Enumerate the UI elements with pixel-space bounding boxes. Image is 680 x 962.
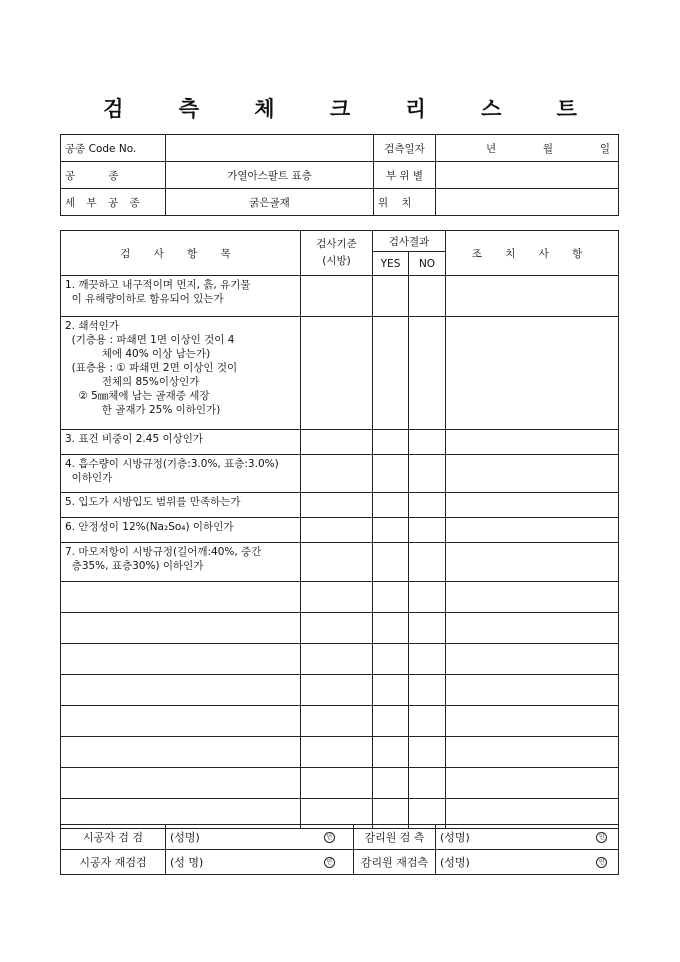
checklist-action-cell[interactable]: [446, 317, 619, 430]
info-label-part: 부 위 별: [374, 162, 436, 189]
seal-cell: [306, 850, 354, 875]
checklist-action-cell[interactable]: [446, 430, 619, 455]
checklist-row: [61, 518, 619, 543]
checklist-empty-cell[interactable]: [409, 706, 446, 737]
checklist-empty-cell[interactable]: [373, 582, 409, 613]
checklist-empty-row: [61, 768, 619, 799]
checklist-item-text: [61, 493, 301, 518]
signature-name[interactable]: (성명): [436, 850, 586, 875]
checklist-empty-cell[interactable]: [61, 706, 301, 737]
header-standard: [301, 231, 373, 276]
checklist-empty-cell[interactable]: [373, 768, 409, 799]
info-value-date[interactable]: [436, 135, 619, 162]
checklist-empty-cell[interactable]: [61, 675, 301, 706]
date-day-label: 일: [599, 142, 610, 155]
header-item: 검 사 항 목: [61, 231, 301, 276]
checklist-no-cell[interactable]: [409, 543, 446, 582]
checklist-empty-cell[interactable]: [373, 675, 409, 706]
info-value-part[interactable]: [436, 162, 619, 189]
checklist-yes-cell[interactable]: [373, 455, 409, 493]
checklist-standard-cell[interactable]: [301, 493, 373, 518]
info-value-work[interactable]: 가열아스팔트 표층: [166, 162, 374, 189]
checklist-empty-cell[interactable]: [373, 644, 409, 675]
checklist-item-text: [61, 518, 301, 543]
info-label-location: 위 치: [374, 189, 436, 216]
checklist-empty-cell[interactable]: [446, 644, 619, 675]
checklist-no-cell[interactable]: [409, 518, 446, 543]
checklist-empty-cell[interactable]: [446, 582, 619, 613]
checklist-empty-row: [61, 644, 619, 675]
checklist-action-cell[interactable]: [446, 518, 619, 543]
signature-name[interactable]: (성명): [436, 825, 586, 850]
seal-icon: 인: [596, 832, 607, 843]
seal-cell: [586, 850, 619, 875]
checklist-empty-cell[interactable]: [301, 675, 373, 706]
info-value-code[interactable]: [166, 135, 374, 162]
header-result: 검사결과: [373, 231, 446, 252]
signature-name[interactable]: (성명): [166, 825, 306, 850]
checklist-empty-cell[interactable]: [409, 675, 446, 706]
checklist-empty-cell[interactable]: [409, 644, 446, 675]
checklist-empty-cell[interactable]: [373, 613, 409, 644]
checklist-empty-cell[interactable]: [446, 675, 619, 706]
checklist-item-line: 층35%, 표층30%) 이하인가: [65, 560, 204, 572]
checklist-empty-cell[interactable]: [446, 737, 619, 768]
checklist-empty-row: [61, 582, 619, 613]
signature-role: 감리원 검 측: [354, 825, 436, 850]
checklist-empty-cell[interactable]: [301, 706, 373, 737]
checklist-empty-cell[interactable]: [409, 737, 446, 768]
checklist-empty-row: [61, 706, 619, 737]
checklist-item-line: ② 5㎜체에 남는 골재중 세장: [65, 390, 210, 402]
checklist-empty-cell[interactable]: [61, 613, 301, 644]
checklist-empty-row: [61, 613, 619, 644]
checklist-item-text: [61, 430, 301, 455]
checklist-action-cell[interactable]: [446, 455, 619, 493]
checklist-item-line: 5. 입도가 시방입도 범위를 만족하는가: [65, 496, 241, 508]
checklist-action-cell[interactable]: [446, 493, 619, 518]
seal-icon: 인: [324, 857, 335, 868]
checklist-item-line: (표층용 : ① 파쇄면 2면 이상인 것이: [65, 362, 238, 374]
checklist-empty-cell[interactable]: [301, 737, 373, 768]
checklist-empty-cell[interactable]: [446, 613, 619, 644]
checklist-yes-cell[interactable]: [373, 518, 409, 543]
checklist-no-cell[interactable]: [409, 455, 446, 493]
info-value-location[interactable]: [436, 189, 619, 216]
header-standard-line2: (시방): [322, 255, 351, 267]
checklist-row: [61, 543, 619, 582]
info-row-work: [61, 162, 619, 189]
checklist-standard-cell[interactable]: [301, 518, 373, 543]
header-standard-line1: 검사기준: [316, 238, 357, 250]
checklist-no-cell[interactable]: [409, 430, 446, 455]
checklist-item-line: 2. 쇄석인가: [65, 320, 119, 332]
checklist-empty-cell[interactable]: [301, 613, 373, 644]
checklist-item-line: 한 골재가 25% 이하인가): [65, 404, 221, 416]
checklist-item-text: [61, 276, 301, 317]
checklist-header-row-1: [61, 231, 619, 252]
checklist-empty-cell[interactable]: [446, 768, 619, 799]
checklist-empty-cell[interactable]: [409, 768, 446, 799]
checklist-standard-cell[interactable]: [301, 276, 373, 317]
header-yes: YES: [373, 252, 409, 276]
signature-name[interactable]: (성 명): [166, 850, 306, 875]
seal-icon: 인: [596, 857, 607, 868]
checklist-empty-cell[interactable]: [446, 706, 619, 737]
checklist-no-cell[interactable]: [409, 317, 446, 430]
checklist-item-line: 체에 40% 이상 남는가): [65, 348, 211, 360]
info-label-date: 검측일자: [374, 135, 436, 162]
checklist-empty-row: [61, 737, 619, 768]
checklist-empty-cell[interactable]: [373, 706, 409, 737]
checklist-empty-cell[interactable]: [409, 613, 446, 644]
checklist-empty-cell[interactable]: [61, 768, 301, 799]
signature-row: [61, 825, 619, 850]
signature-role: 시공자 재검검: [61, 850, 166, 875]
seal-cell: [306, 825, 354, 850]
checklist-action-cell[interactable]: [446, 276, 619, 317]
checklist-standard-cell[interactable]: [301, 430, 373, 455]
checklist-item-line: 7. 마모저항이 시방규정(길어깨:40%, 중간: [65, 546, 262, 558]
checklist-item-line: 1. 깨끗하고 내구적이며 먼지, 흙, 유기물: [65, 279, 251, 291]
checklist-item-line: 4. 흡수량이 시방규정(기층:3.0%, 표층:3.0%): [65, 458, 279, 470]
checklist-item-text: [61, 543, 301, 582]
seal-icon: 인: [324, 832, 335, 843]
checklist-standard-cell[interactable]: [301, 317, 373, 430]
date-month-label: 월: [542, 142, 554, 155]
checklist-item-text: [61, 317, 301, 430]
seal-cell: [586, 825, 619, 850]
checklist-item-line: 이하인가: [65, 472, 113, 484]
checklist-standard-cell[interactable]: [301, 543, 373, 582]
info-row-code: [61, 135, 619, 162]
checklist-empty-cell[interactable]: [301, 768, 373, 799]
header-action: 조 치 사 항: [446, 231, 619, 276]
checklist-item-line: 6. 안정성이 12%(Na₂So₄) 이하인가: [65, 521, 234, 533]
checklist-row: [61, 493, 619, 518]
checklist-empty-cell[interactable]: [61, 644, 301, 675]
checklist-yes-cell[interactable]: [373, 430, 409, 455]
checklist-empty-cell[interactable]: [373, 737, 409, 768]
info-label-subwork: 세 부 공 종: [61, 189, 166, 216]
checklist-row: [61, 430, 619, 455]
checklist-item-line: 전체의 85%이상인가: [65, 376, 200, 388]
info-row-subwork: [61, 189, 619, 216]
checklist-empty-cell[interactable]: [409, 582, 446, 613]
info-table: [60, 134, 619, 216]
checklist-empty-cell[interactable]: [61, 582, 301, 613]
checklist-item-line: 이 유해량이하로 함유되어 있는가: [65, 293, 224, 305]
checklist-empty-cell[interactable]: [61, 737, 301, 768]
header-no: NO: [409, 252, 446, 276]
checklist-item-line: (기층용 : 파쇄면 1면 이상인 것이 4: [65, 334, 235, 346]
checklist-item-line: 3. 표건 비중이 2.45 이상인가: [65, 433, 204, 445]
checklist-row: [61, 276, 619, 317]
info-value-subwork[interactable]: 굵은골재: [166, 189, 374, 216]
signature-role: 시공자 검 검: [61, 825, 166, 850]
info-label-work: 공 종: [61, 162, 166, 189]
info-label-code: 공종 Code No.: [61, 135, 166, 162]
signature-table: [60, 824, 619, 875]
checklist-item-text: [61, 455, 301, 493]
checklist-yes-cell[interactable]: [373, 493, 409, 518]
checklist-action-cell[interactable]: [446, 543, 619, 582]
checklist-row: [61, 317, 619, 430]
signature-row: [61, 850, 619, 875]
checklist-no-cell[interactable]: [409, 276, 446, 317]
checklist-row: [61, 455, 619, 493]
checklist-empty-row: [61, 675, 619, 706]
checklist-table: [60, 230, 619, 829]
checklist-yes-cell[interactable]: [373, 317, 409, 430]
checklist-empty-cell[interactable]: [301, 582, 373, 613]
checklist-yes-cell[interactable]: [373, 276, 409, 317]
checklist-standard-cell[interactable]: [301, 455, 373, 493]
date-year-label: 년: [486, 142, 497, 155]
signature-role: 감리원 재검측: [354, 850, 436, 875]
page-title: 검 측 체 크 리 스 트: [103, 96, 601, 121]
checklist-no-cell[interactable]: [409, 493, 446, 518]
checklist-yes-cell[interactable]: [373, 543, 409, 582]
checklist-empty-cell[interactable]: [301, 644, 373, 675]
